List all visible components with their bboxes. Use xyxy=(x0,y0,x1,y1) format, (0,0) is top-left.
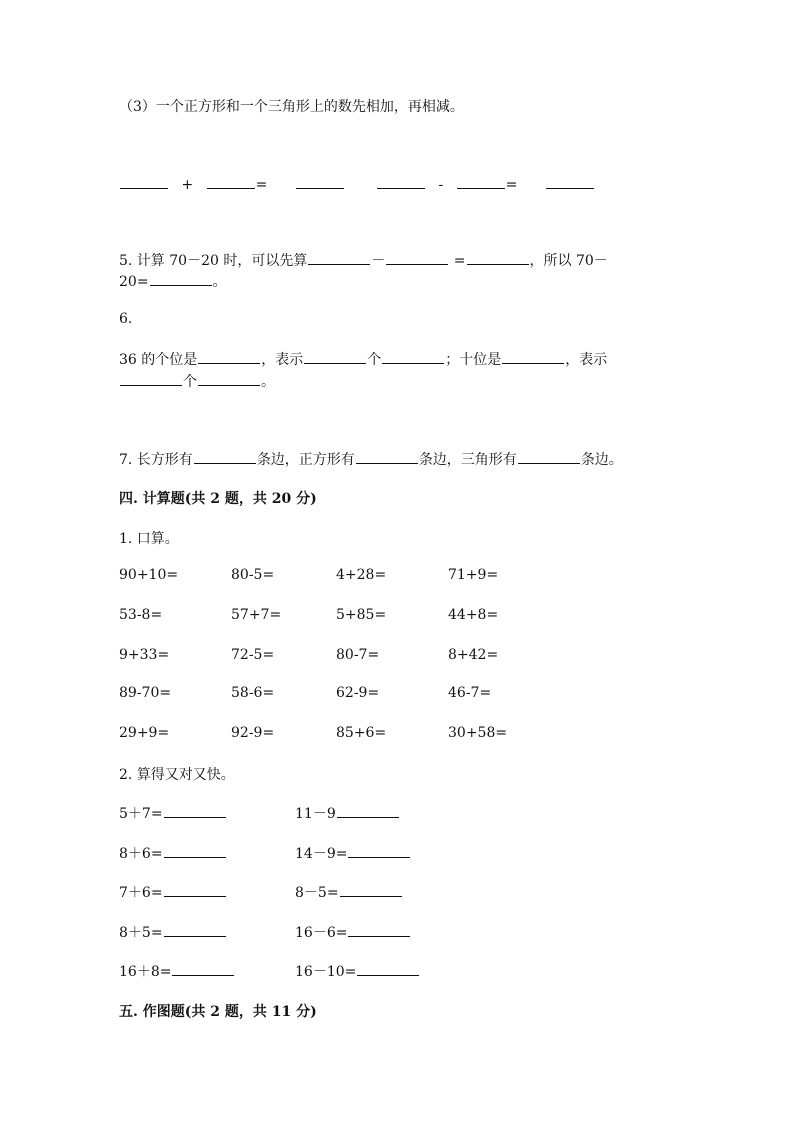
oral-problem: 80-7= xyxy=(336,647,380,663)
answer-blank[interactable] xyxy=(337,803,399,818)
question-6-text: 36 的个位是 xyxy=(119,352,198,368)
question-3-expression-difference xyxy=(376,174,595,193)
oral-calculation-title: 1. 口算。 xyxy=(119,531,179,547)
question-6-text: ；十位是 xyxy=(445,352,502,368)
oral-problem: 30+58= xyxy=(448,725,508,741)
oral-problem: 57+7= xyxy=(231,607,282,623)
quick-problem xyxy=(295,843,411,863)
quick-problem-text: 16－10= xyxy=(295,964,357,980)
oral-problem: 90+10= xyxy=(119,567,179,583)
quick-problem-text: 14－9= xyxy=(295,846,348,862)
answer-blank[interactable] xyxy=(164,803,226,818)
section-5-heading: 五. 作图题(共 2 题，共 11 分) xyxy=(119,1004,317,1020)
oral-problem: 85+6= xyxy=(336,725,387,741)
oral-problem: 9+33= xyxy=(119,647,170,663)
quick-problem xyxy=(119,882,227,902)
quick-problem-text: 8＋5= xyxy=(119,925,163,941)
quick-problem-text: 8＋6= xyxy=(119,846,163,862)
oral-problem: 80-5= xyxy=(231,567,275,583)
quick-problem-text: 16＋8= xyxy=(119,964,172,980)
answer-blank[interactable] xyxy=(457,174,505,189)
question-3-expression-sum xyxy=(119,174,345,193)
answer-blank[interactable] xyxy=(164,882,226,897)
quick-problem xyxy=(119,843,227,863)
answer-blank[interactable] xyxy=(308,250,370,265)
answer-blank[interactable] xyxy=(120,174,168,189)
equals-sign: = xyxy=(255,177,268,193)
oral-problem: 58-6= xyxy=(231,685,275,701)
oral-problem: 72-5= xyxy=(231,647,275,663)
equals-sign: = xyxy=(505,177,518,193)
quick-problem xyxy=(295,803,400,823)
question-6-number: 6. xyxy=(119,311,133,327)
quick-problem-text: 5＋7= xyxy=(119,806,163,822)
quick-problem-text: 16－6= xyxy=(295,925,348,941)
answer-blank[interactable] xyxy=(198,349,260,364)
question-6-text: 个 xyxy=(367,352,382,368)
oral-problem: 46-7= xyxy=(448,685,492,701)
quick-problem-text: 11－9 xyxy=(295,806,336,822)
question-7-text: 条边，正方形有 xyxy=(256,452,355,468)
question-6-line-1 xyxy=(119,349,607,369)
minus-sign: - xyxy=(438,177,444,193)
answer-blank[interactable] xyxy=(518,449,580,464)
answer-blank[interactable] xyxy=(120,371,182,386)
answer-blank[interactable] xyxy=(164,922,226,937)
quick-problem xyxy=(119,961,235,981)
period: 。 xyxy=(261,374,275,390)
answer-blank[interactable] xyxy=(356,449,418,464)
oral-problem: 71+9= xyxy=(448,567,499,583)
period: 。 xyxy=(212,274,227,290)
quick-problem xyxy=(119,803,227,823)
quick-problem-text: 7＋6= xyxy=(119,885,163,901)
question-5-result-label: 20= xyxy=(119,274,149,290)
question-6-line-2 xyxy=(119,371,275,391)
question-6-text: ，表示 xyxy=(261,352,304,368)
answer-blank[interactable] xyxy=(546,174,594,189)
answer-blank[interactable] xyxy=(194,449,256,464)
oral-problem: 92-9= xyxy=(231,725,275,741)
oral-problem: 8+42= xyxy=(448,647,499,663)
minus-sign: － xyxy=(371,253,386,269)
answer-blank[interactable] xyxy=(164,843,226,858)
oral-problem: 5+85= xyxy=(336,607,387,623)
question-7-text: 条边，三角形有 xyxy=(418,452,517,468)
equals-sign: = xyxy=(453,253,466,269)
answer-blank[interactable] xyxy=(467,250,529,265)
quick-problem xyxy=(295,922,411,942)
question-6-text: 个 xyxy=(183,374,197,390)
question-7 xyxy=(119,449,623,469)
plus-sign: + xyxy=(181,177,194,193)
question-7-text: 7. 长方形有 xyxy=(119,452,193,468)
oral-problem: 29+9= xyxy=(119,725,170,741)
answer-blank[interactable] xyxy=(386,250,448,265)
section-4-heading: 四. 计算题(共 2 题，共 20 分) xyxy=(119,491,317,507)
answer-blank[interactable] xyxy=(377,174,425,189)
question-7-text: 条边。 xyxy=(580,452,623,468)
answer-blank[interactable] xyxy=(502,349,564,364)
oral-problem: 53-8= xyxy=(119,607,163,623)
answer-blank[interactable] xyxy=(382,349,444,364)
oral-problem: 4+28= xyxy=(336,567,387,583)
question-5-prompt-continued: ，所以 70－ xyxy=(529,253,608,269)
answer-blank[interactable] xyxy=(296,174,344,189)
quick-problem xyxy=(295,961,420,981)
answer-blank[interactable] xyxy=(304,349,366,364)
answer-blank[interactable] xyxy=(348,922,410,937)
answer-blank[interactable] xyxy=(150,271,212,286)
answer-blank[interactable] xyxy=(198,371,260,386)
question-5-prompt: 5. 计算 70－20 时，可以先算 xyxy=(119,253,308,269)
oral-problem: 62-9= xyxy=(336,685,380,701)
quick-problem-text: 8－5= xyxy=(295,885,339,901)
question-3-text: （3）一个正方形和一个三角形上的数先相加，再相减。 xyxy=(119,99,464,115)
question-5-line-1 xyxy=(119,250,608,270)
oral-problem: 44+8= xyxy=(448,607,499,623)
question-5-line-2 xyxy=(119,271,227,291)
answer-blank[interactable] xyxy=(207,174,255,189)
quick-problem xyxy=(119,922,227,942)
answer-blank[interactable] xyxy=(357,961,419,976)
answer-blank[interactable] xyxy=(172,961,234,976)
answer-blank[interactable] xyxy=(340,882,402,897)
answer-blank[interactable] xyxy=(348,843,410,858)
quick-calculation-title: 2. 算得又对又快。 xyxy=(119,767,235,783)
quick-problem xyxy=(295,882,403,902)
oral-problem: 89-70= xyxy=(119,685,172,701)
question-6-text: ，表示 xyxy=(565,352,608,368)
